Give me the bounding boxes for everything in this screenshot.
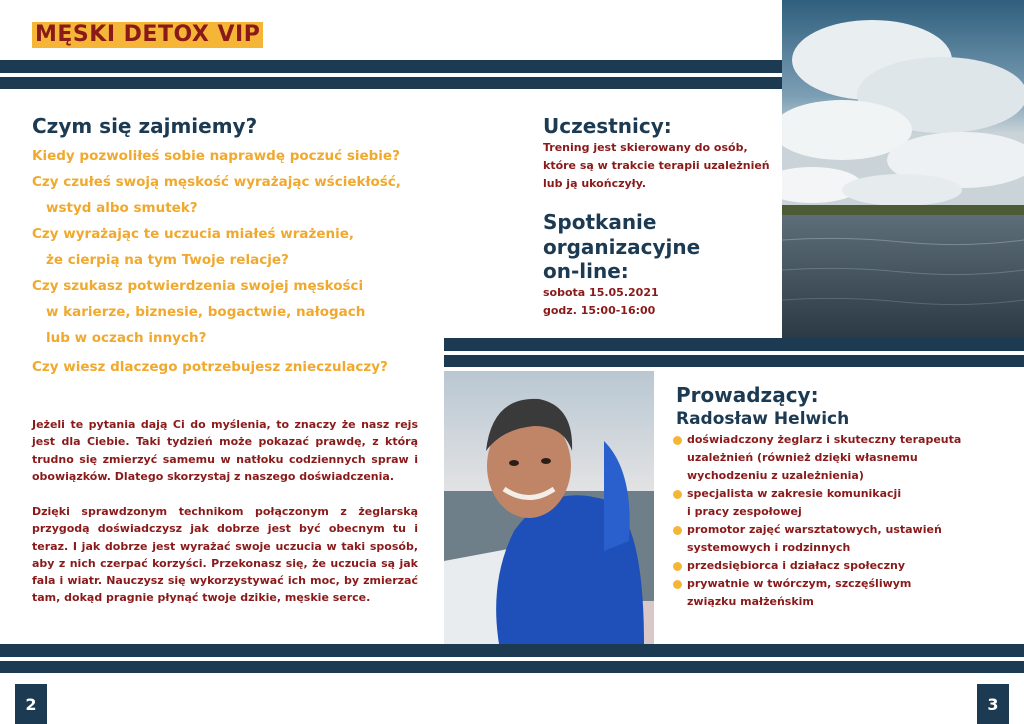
page-title: MĘSKI DETOX VIP (32, 22, 263, 48)
qualification-line: wychodzeniu z uzależnienia) (687, 469, 864, 482)
qualification-item (673, 431, 1013, 485)
meeting-time: godz. 15:00-16:00 (543, 304, 656, 317)
question-5: Czy wiesz dlaczego potrzebujesz znieczulaczy? (32, 359, 388, 375)
page-number-right: 3 (977, 684, 1009, 724)
participants-text (543, 139, 770, 193)
page-number-left: 2 (15, 684, 47, 724)
lake-photo (782, 0, 1024, 338)
leader-name: Radosław Helwich (676, 409, 850, 429)
meeting-heading (543, 210, 700, 284)
participants-heading: Uczestnicy: (543, 114, 672, 138)
top-stripe-1 (0, 60, 782, 73)
qualification-line: prywatnie w twórczym, szczęśliwym (687, 577, 912, 590)
qualification-line: i pracy zespołowej (687, 505, 802, 518)
middle-stripe-2 (444, 355, 1024, 367)
leader-photo (444, 371, 654, 644)
qualification-line: promotor zajęć warsztatowych, ustawień (687, 523, 942, 536)
bottom-stripe-2 (0, 661, 1024, 673)
top-stripe-2 (0, 77, 782, 89)
qualification-line: związku małżeńskim (687, 595, 814, 608)
qualification-item (673, 575, 1013, 611)
intro-paragraph: Jeżeli te pytania dają Ci do myślenia, to znaczy że nasz rejs jest dla Ciebie. Taki tydzień może pokazać prawdę, z którą trudno się zmierzyć samemu w natłoku codziennych spraw i obowiązków. Dlatego skorzystaj z naszego doświadczenia. (32, 418, 418, 483)
qualification-item (673, 557, 1013, 575)
participants-line-2: które są w trakcie terapii uzależnień (543, 159, 770, 172)
question-1: Kiedy pozwoliłeś sobie naprawdę poczuć siebie? (32, 148, 400, 164)
meeting-heading-line-3: on-line: (543, 259, 629, 283)
bullet-dot-icon (673, 580, 682, 589)
qualification-item (673, 485, 1013, 521)
qualification-line: przedsiębiorca i działacz społeczny (687, 559, 905, 572)
question-2: Czy czułeś swoją męskość wyrażając wściekłość, (32, 174, 401, 190)
qualification-line: specjalista w zakresie komunikacji (687, 487, 902, 500)
middle-stripe-1 (444, 338, 1024, 351)
question-4: Czy szukasz potwierdzenia swojej męskości (32, 278, 364, 294)
participants-line-1: Trening jest skierowany do osób, (543, 141, 748, 154)
section-heading-topics: Czym się zajmiemy? (32, 114, 258, 138)
bullet-dot-icon (673, 436, 682, 445)
adventure-paragraph: Dzięki sprawdzonym technikom połączonym z żeglarską przygodą doświadczysz jak dobrze jest być obecnym tu i teraz. I jak dobrze jest wyrażać swoje uczucia w taki sposób, aby z nich czerpać korzyści. Przekonasz się, że uczucia są jak fala i wiatr. Nauczysz się wykorzystywać ich moc, by zmierzać tam, dokąd pragnie płynąć twoje dzikie, męskie serce. (32, 505, 418, 605)
bullet-dot-icon (673, 562, 682, 571)
bullet-dot-icon (673, 490, 682, 499)
qualification-line: doświadczony żeglarz i skuteczny terapeuta (687, 433, 962, 446)
bottom-stripe-1 (0, 644, 1024, 657)
question-4c: lub w oczach innych? (46, 330, 207, 346)
meeting-heading-line-1: Spotkanie (543, 210, 657, 234)
question-3: Czy wyrażając te uczucia miałeś wrażenie, (32, 226, 355, 242)
leader-qualifications (673, 431, 1013, 611)
bullet-dot-icon (673, 526, 682, 535)
question-4b: w karierze, biznesie, bogactwie, nałogach (46, 304, 366, 320)
qualification-item (673, 521, 1013, 557)
meeting-heading-line-2: organizacyjne (543, 234, 701, 259)
qualification-line: uzależnień (również dzięki własnemu (687, 451, 918, 464)
question-3b: że cierpią na tym Twoje relacje? (46, 252, 289, 268)
leader-heading: Prowadzący: (676, 383, 819, 407)
meeting-date: sobota 15.05.2021 (543, 286, 659, 299)
qualification-line: systemowych i rodzinnych (687, 541, 851, 554)
question-2b: wstyd albo smutek? (46, 200, 198, 216)
participants-line-3: lub ją ukończyły. (543, 177, 647, 190)
